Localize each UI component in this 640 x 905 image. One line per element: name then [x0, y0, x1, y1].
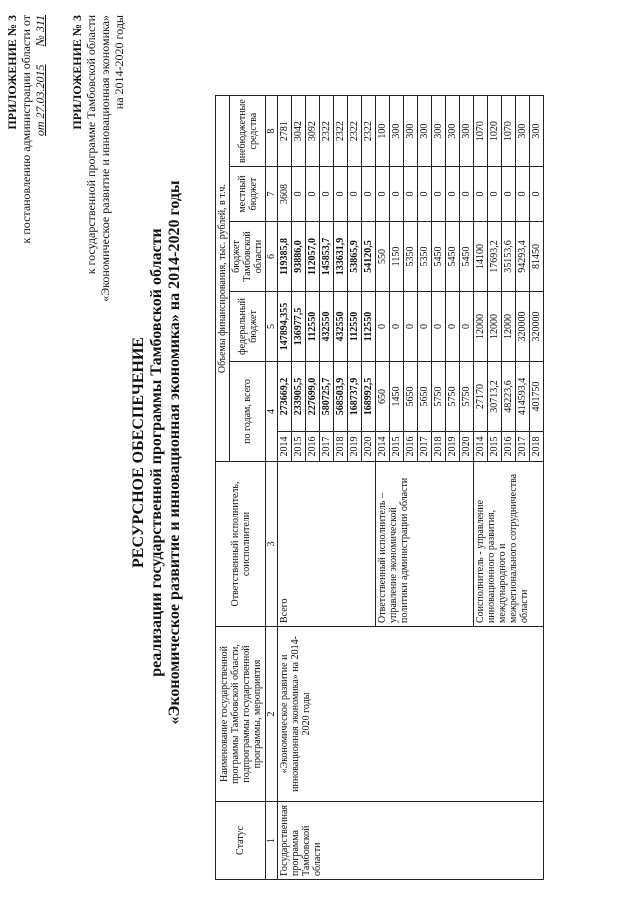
local-cell: 0 [446, 166, 460, 221]
local-cell: 0 [390, 166, 404, 221]
column-index: 3 [266, 461, 278, 626]
appendix-decree-line: к постановлению администрации области от [19, 15, 33, 244]
header-regional: бюджет Тамбовской области [230, 221, 266, 291]
federal-cell: 112550 [362, 291, 376, 361]
federal-cell: 432550 [334, 291, 348, 361]
total-cell: 227699,0 [306, 361, 320, 431]
year-cell: 2019 [446, 431, 460, 461]
total-cell: 580725,7 [320, 361, 334, 431]
appendix-program-block [70, 15, 126, 345]
federal-cell: 136977,5 [292, 291, 306, 361]
executor-cell: Ответственный исполнитель – управление экономической политики администрации области [376, 461, 474, 626]
regional-cell: 145853,7 [320, 221, 334, 291]
extrabudget-cell: 300 [460, 96, 474, 167]
appendix-decree-block [5, 15, 47, 245]
year-cell: 2015 [390, 431, 404, 461]
header-status: Статус [216, 801, 266, 879]
extrabudget-cell: 300 [404, 96, 418, 167]
regional-cell: 93886,0 [292, 221, 306, 291]
year-cell: 2014 [376, 431, 390, 461]
regional-cell: 17693,2 [488, 221, 502, 291]
local-cell: 0 [376, 166, 390, 221]
federal-cell: 0 [418, 291, 432, 361]
regional-cell: 53865,9 [348, 221, 362, 291]
table-header-row-1 [216, 96, 230, 880]
program-name-cell: «Экономическое развитие и инновационная экономика» на 2014-2020 годы [278, 626, 544, 801]
year-cell: 2020 [460, 431, 474, 461]
regional-cell: 35153,6 [502, 221, 516, 291]
local-cell: 0 [432, 166, 446, 221]
extrabudget-cell: 3042 [292, 96, 306, 167]
regional-cell: 5450 [460, 221, 474, 291]
table-row [278, 96, 292, 880]
column-index: 6 [266, 221, 278, 291]
regional-cell: 119385,8 [278, 221, 292, 291]
extrabudget-cell: 3092 [306, 96, 320, 167]
extrabudget-cell: 300 [516, 96, 530, 167]
extrabudget-cell: 2322 [348, 96, 362, 167]
column-index: 4 [266, 361, 278, 461]
local-cell: 0 [516, 166, 530, 221]
regional-cell: 14100 [474, 221, 488, 291]
year-cell: 2016 [502, 431, 516, 461]
executor-cell: Соисполнитель - управление инновационного развития, международного и межрегионального сотрудничества области [474, 461, 544, 626]
year-cell: 2014 [474, 431, 488, 461]
federal-cell: 12000 [502, 291, 516, 361]
total-cell: 27170 [474, 361, 488, 431]
appendix-program-line3: на 2014-2020 годы [112, 15, 126, 110]
year-cell: 2017 [320, 431, 334, 461]
year-cell: 2016 [306, 431, 320, 461]
local-cell: 0 [292, 166, 306, 221]
federal-cell: 147894,355 [278, 291, 292, 361]
header-federal: федеральный бюджет [230, 291, 266, 361]
total-cell: 48223,6 [502, 361, 516, 431]
regional-cell: 1150 [390, 221, 404, 291]
column-index-row [266, 96, 278, 880]
extrabudget-cell: 300 [432, 96, 446, 167]
total-cell: 5650 [404, 361, 418, 431]
status-cell: Государственная программа Тамбовской области [278, 801, 544, 879]
local-cell: 0 [362, 166, 376, 221]
local-cell: 0 [320, 166, 334, 221]
column-index: 5 [266, 291, 278, 361]
total-cell: 5650 [418, 361, 432, 431]
total-cell: 650 [376, 361, 390, 431]
extrabudget-cell: 300 [418, 96, 432, 167]
federal-cell: 432550 [320, 291, 334, 361]
total-cell: 30713,2 [488, 361, 502, 431]
regional-cell: 54120,5 [362, 221, 376, 291]
local-cell: 0 [348, 166, 362, 221]
funding-table [215, 95, 544, 880]
federal-cell: 0 [404, 291, 418, 361]
federal-cell: 12000 [474, 291, 488, 361]
year-cell: 2016 [404, 431, 418, 461]
regional-cell: 94293,4 [516, 221, 530, 291]
year-cell: 2017 [516, 431, 530, 461]
document-title [130, 0, 184, 905]
federal-cell: 320000 [530, 291, 544, 361]
federal-cell: 0 [460, 291, 474, 361]
extrabudget-cell: 2322 [320, 96, 334, 167]
local-cell: 0 [306, 166, 320, 221]
federal-cell: 12000 [488, 291, 502, 361]
column-index: 7 [266, 166, 278, 221]
extrabudget-cell: 1070 [502, 96, 516, 167]
federal-cell: 112550 [306, 291, 320, 361]
regional-cell: 81450 [530, 221, 544, 291]
regional-cell: 5450 [432, 221, 446, 291]
local-cell: 3608 [278, 166, 292, 221]
regional-cell: 550 [376, 221, 390, 291]
column-index: 2 [266, 626, 278, 801]
extrabudget-cell: 1020 [488, 96, 502, 167]
year-cell: 2019 [348, 431, 362, 461]
header-name: Наименование государственной программы Тамбовской области, подпрограммы государственной программы, мероприятия [216, 626, 266, 801]
total-cell: 5750 [460, 361, 474, 431]
total-cell: 414593,4 [516, 361, 530, 431]
year-cell: 2020 [362, 431, 376, 461]
year-cell: 2018 [530, 431, 544, 461]
extrabudget-cell: 300 [390, 96, 404, 167]
total-cell: 5750 [432, 361, 446, 431]
appendix-program-line1: к государственной программе Тамбовской области [84, 15, 98, 275]
local-cell: 0 [488, 166, 502, 221]
local-cell: 0 [502, 166, 516, 221]
total-cell: 168737,9 [348, 361, 362, 431]
year-cell: 2018 [432, 431, 446, 461]
extrabudget-cell: 2322 [362, 96, 376, 167]
federal-cell: 0 [446, 291, 460, 361]
column-index: 8 [266, 96, 278, 167]
local-cell: 0 [334, 166, 348, 221]
year-cell: 2015 [292, 431, 306, 461]
header-total: по годам, всего [230, 361, 266, 461]
appendix-decree-title: ПРИЛОЖЕНИЕ № 3 [5, 15, 19, 130]
appendix-decree-date: от 27.03.2015 [33, 64, 47, 137]
extrabudget-cell: 300 [446, 96, 460, 167]
local-cell: 0 [474, 166, 488, 221]
document-title-line1: РЕСУРСНОЕ ОБЕСПЕЧЕНИЕ [130, 337, 147, 568]
column-index: 1 [266, 801, 278, 879]
header-executor: Ответственный исполнитель, соисполнители [216, 461, 266, 626]
regional-cell: 5350 [404, 221, 418, 291]
total-cell: 568503,9 [334, 361, 348, 431]
extrabudget-cell: 100 [376, 96, 390, 167]
header-funding: Объемы финансирования, тыс. рублей, в т.ч. [216, 96, 230, 462]
federal-cell: 0 [432, 291, 446, 361]
header-extrabudget: внебюджетные средства [230, 96, 266, 167]
federal-cell: 0 [376, 291, 390, 361]
appendix-program-line2: «Экономическое развитие и инновационная экономика» [98, 15, 112, 302]
extrabudget-cell: 2781 [278, 96, 292, 167]
total-cell: 1450 [390, 361, 404, 431]
extrabudget-cell: 1070 [474, 96, 488, 167]
year-cell: 2017 [418, 431, 432, 461]
total-cell: 233905,5 [292, 361, 306, 431]
regional-cell: 5450 [446, 221, 460, 291]
year-cell: 2018 [334, 431, 348, 461]
federal-cell: 320000 [516, 291, 530, 361]
local-cell: 0 [404, 166, 418, 221]
regional-cell: 133631,9 [334, 221, 348, 291]
appendix-decree-number: № 311 [33, 15, 47, 47]
document-title-line3: «Экономическое развитие и инновационная экономика» на 2014-2020 годы [166, 180, 183, 725]
year-cell: 2014 [278, 431, 292, 461]
extrabudget-cell: 300 [530, 96, 544, 167]
header-local: местный бюджет [230, 166, 266, 221]
local-cell: 0 [530, 166, 544, 221]
federal-cell: 112550 [348, 291, 362, 361]
document-title-line2: реализации государственной программы Тамбовской области [148, 228, 165, 677]
total-cell: 5750 [446, 361, 460, 431]
local-cell: 0 [418, 166, 432, 221]
year-cell: 2015 [488, 431, 502, 461]
total-cell: 168992,5 [362, 361, 376, 431]
appendix-program-title: ПРИЛОЖЕНИЕ № 3 [70, 15, 84, 130]
total-cell: 401750 [530, 361, 544, 431]
local-cell: 0 [460, 166, 474, 221]
total-cell: 273669,2 [278, 361, 292, 431]
table-body [278, 96, 544, 880]
extrabudget-cell: 2322 [334, 96, 348, 167]
regional-cell: 112057,0 [306, 221, 320, 291]
executor-cell: Всего [278, 461, 376, 626]
regional-cell: 5350 [418, 221, 432, 291]
federal-cell: 0 [390, 291, 404, 361]
